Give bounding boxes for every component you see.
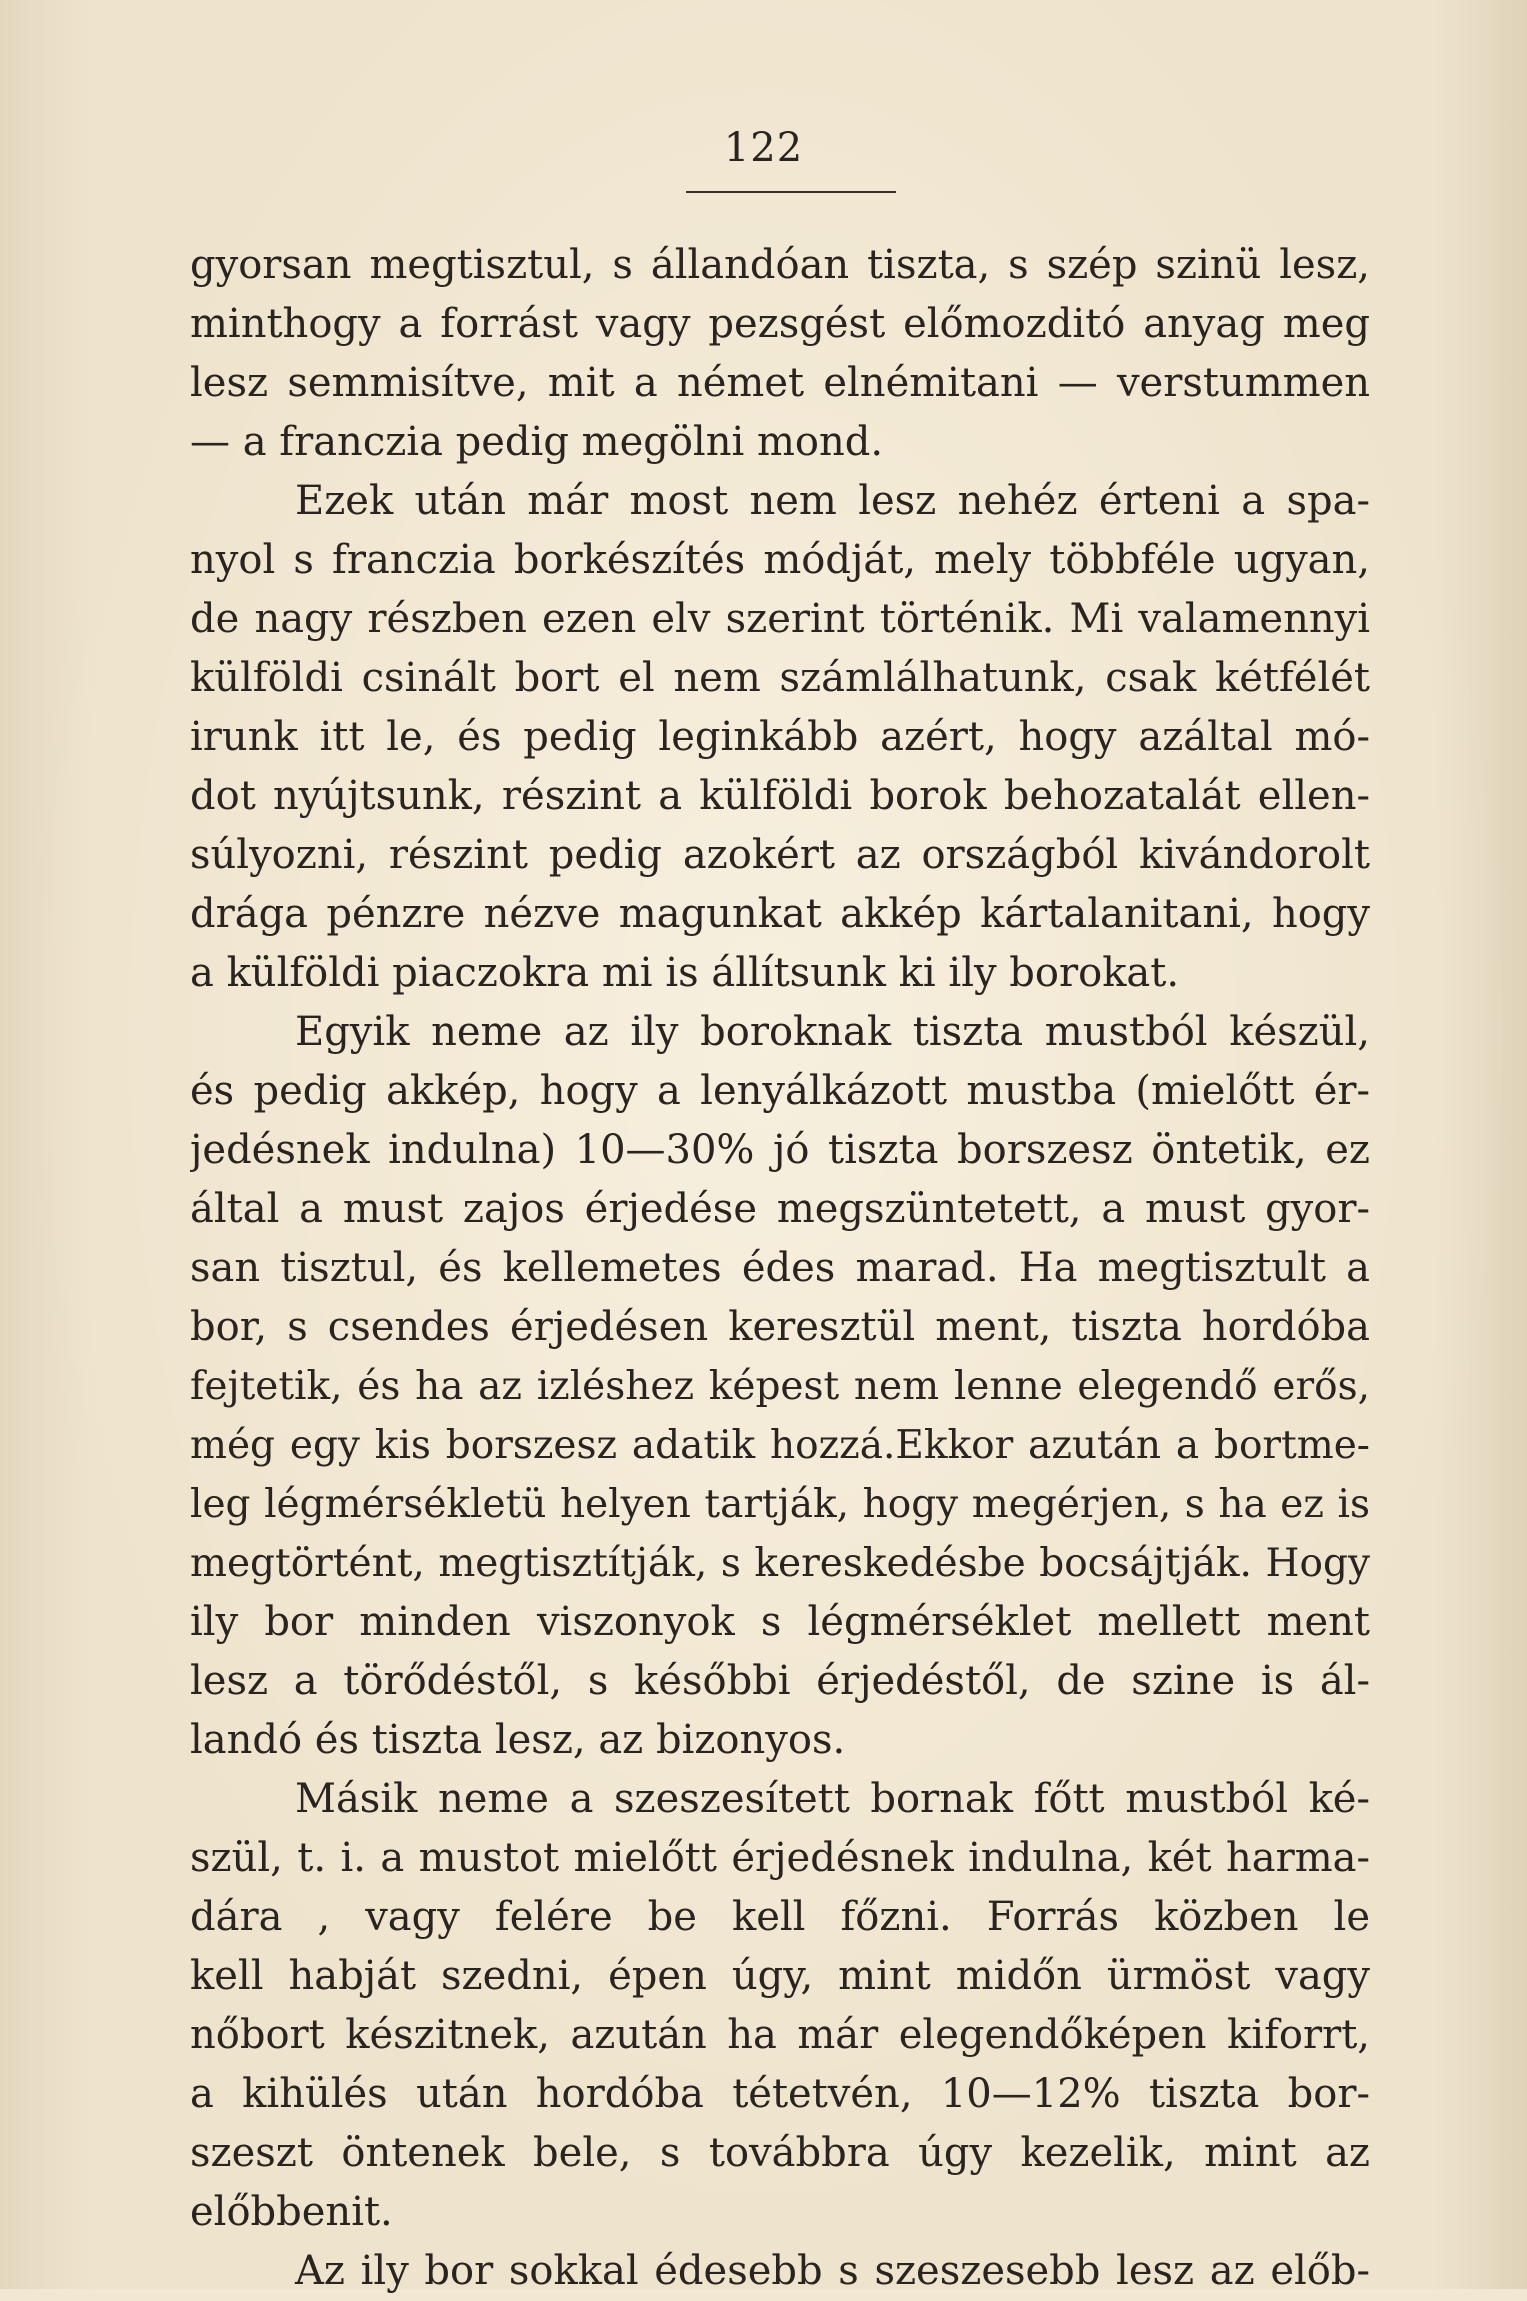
- text-line: drága pénzre nézve magunkat akkép kártalanitani, hogy: [190, 891, 1370, 937]
- text-line: szül, t. i. a mustot mielőtt érjedésnek indulna, két harma-: [190, 1835, 1370, 1881]
- text-line: dot nyújtsunk, részint a külföldi borok behozatalát ellen-: [190, 773, 1370, 819]
- text-line: san tisztul, és kellemetes édes marad. Ha megtisztult a: [190, 1245, 1370, 1291]
- text-line: és pedig akkép, hogy a lenyálkázott mustba (mielőtt ér-: [190, 1068, 1370, 1114]
- text-line: súlyozni, részint pedig azokért az országból kivándorolt: [190, 832, 1370, 878]
- text-line: Másik neme a szeszesített bornak főtt mustból ké-: [295, 1776, 1370, 1822]
- text-line: Az ily bor sokkal édesebb s szeszesebb lesz az előb-: [295, 2248, 1370, 2294]
- text-line: külföldi csinált bort el nem számlálhatunk, csak kétfélét: [190, 655, 1370, 701]
- text-line: jedésnek indulna) 10—30% jó tiszta borszesz öntetik, ez: [190, 1127, 1370, 1173]
- text-line: a kihülés után hordóba tétetvén, 10—12% tiszta bor-: [190, 2071, 1370, 2117]
- body-text: [190, 236, 1370, 2301]
- text-line: minthogy a forrást vagy pezsgést előmozditó anyag meg: [190, 301, 1370, 347]
- page-number: 122: [723, 125, 804, 171]
- text-line: lesz a törődéstől, s későbbi érjedéstől, de szine is ál-: [190, 1658, 1370, 1704]
- text-line: a külföldi piaczokra mi is állítsunk ki ily borokat.: [190, 950, 1180, 996]
- text-line: dára , vagy felére be kell főzni. Forrás közben le: [190, 1894, 1370, 1940]
- text-line: megtörtént, megtisztítják, s kereskedésbe bocsájtják. Hogy: [190, 1541, 1370, 1586]
- text-line: Egyik neme az ily boroknak tiszta mustból készül,: [295, 1009, 1370, 1055]
- text-line: lesz semmisítve, mit a német elnémitani — verstummen: [190, 360, 1370, 406]
- text-line: Ezek után már most nem lesz nehéz érteni a spa-: [295, 478, 1370, 524]
- text-line: gyorsan megtisztul, s állandóan tiszta, s szép szinü lesz,: [190, 242, 1370, 288]
- text-line: landó és tiszta lesz, az bizonyos.: [190, 1717, 846, 1763]
- header-rule: [686, 191, 896, 193]
- text-line: de nagy részben ezen elv szerint történik. Mi valamennyi: [190, 596, 1370, 642]
- text-line: ily bor minden viszonyok s légmérséklet mellett ment: [190, 1599, 1370, 1645]
- text-line: fejtetik, és ha az izléshez képest nem lenne elegendő erős,: [190, 1364, 1370, 1409]
- text-line: által a must zajos érjedése megszüntetett, a must gyor-: [190, 1186, 1370, 1232]
- text-line: leg légmérsékletü helyen tartják, hogy megérjen, s ha ez is: [190, 1482, 1370, 1527]
- text-line: nőbort készitnek, azután ha már elegendőképen kiforrt,: [190, 2012, 1370, 2058]
- text-line: kell habját szedni, épen úgy, mint midőn ürmöst vagy: [190, 1953, 1370, 1999]
- text-line: nyol s franczia borkészítés módját, mely többféle ugyan,: [190, 537, 1370, 583]
- text-line: irunk itt le, és pedig leginkább azért, hogy azáltal mó-: [190, 714, 1370, 760]
- text-line: bor, s csendes érjedésen keresztül ment, tiszta hordóba: [190, 1304, 1370, 1350]
- text-line: előbbenit.: [190, 2189, 393, 2235]
- text-line: — a franczia pedig megölni mond.: [190, 419, 884, 465]
- text-line: szeszt öntenek bele, s továbbra úgy kezelik, mint az: [190, 2130, 1370, 2176]
- text-line: még egy kis borszesz adatik hozzá.Ekkor azután a bortme-: [190, 1423, 1370, 1468]
